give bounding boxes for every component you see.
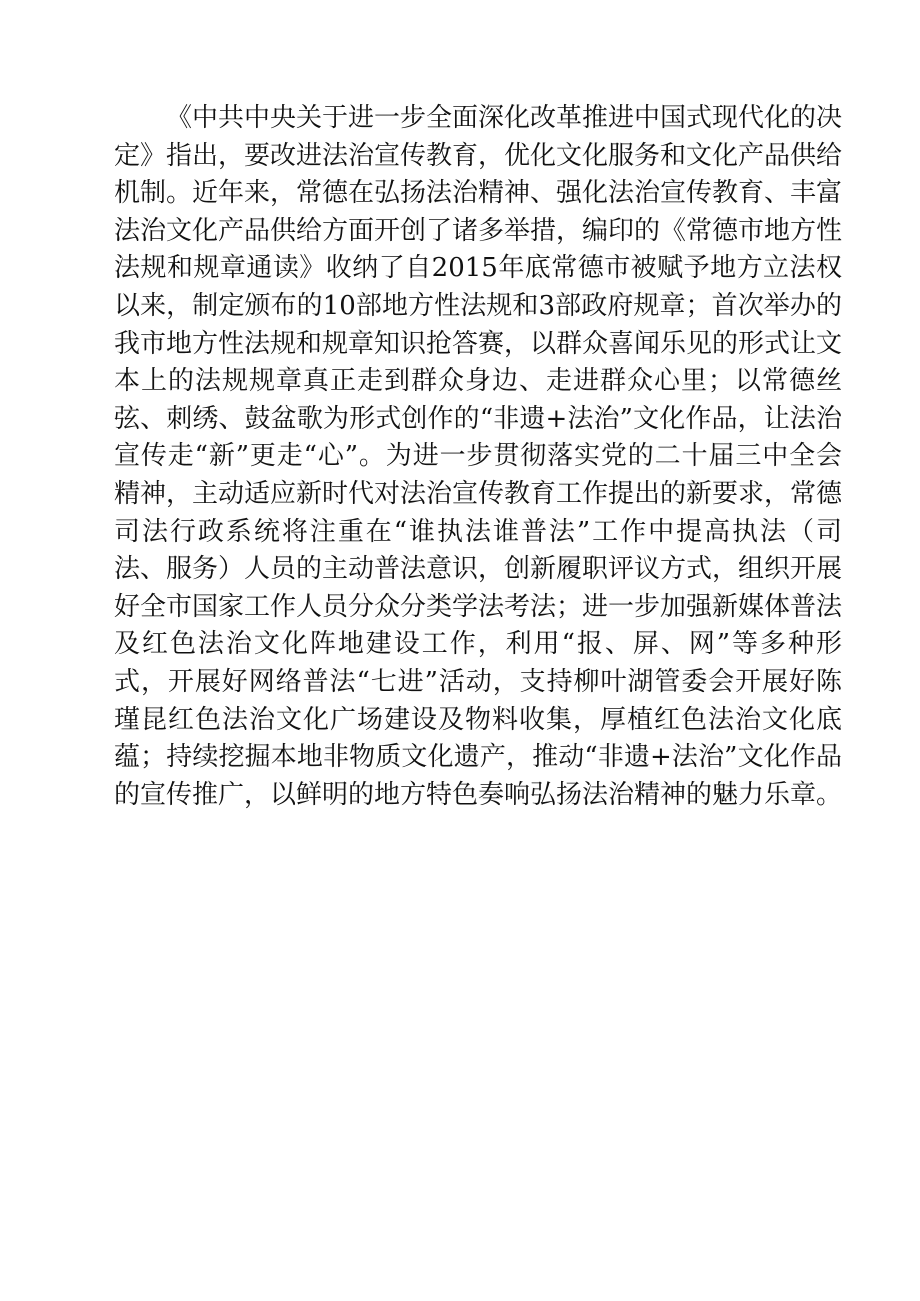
body-paragraph: 《中共中央关于进一步全面深化改革推进中国式现代化的决定》指出，要改进法治宣传教育，优化文化服务和文化产品供给机制。近年来，常德在弘扬法治精神、强化法治宣传教育、丰富法治文化产品供给方面开创了诸多举措，编印的《常德市地方性法规和规章通读》收纳了自2015年底常德市被赋予地方立法权以来，制定颁布的10部地方性法规和3部政府规章；首次举办的我市地方性法规和规章知识抢答赛，以群众喜闻乐见的形式让文本上的法规规章真正走到群众身边、走进群众心里；以常德丝弦、刺绣、鼓盆歌为形式创作的“非遗+法治”文化作品，让法治宣传走“新”更走“心”。为进一步贯彻落实党的二十届三中全会精神，主动适应新时代对法治宣传教育工作提出的新要求，常德司法行政系统将注重在“谁执法谁普法”工作中提高执法（司法、服务）人员的主动普法意识，创新履职评议方式，组织开展好全市国家工作人员分众分类学法考法；进一步加强新媒体普法及红色法治文化阵地建设工作，利用“报、屏、网”等多种形式，开展好网络普法“七进”活动，支持柳叶湖管委会开展好陈瑾昆红色法治文化广场建设及物料收集，厚植红色法治文化底蕴；持续挖掘本地非物质文化遗产，推动“非遗+法治”文化作品的宣传推广，以鲜明的地方特色奏响弘扬法治精神的魅力乐章。: [114, 103, 843, 810]
document-body: [114, 100, 842, 814]
